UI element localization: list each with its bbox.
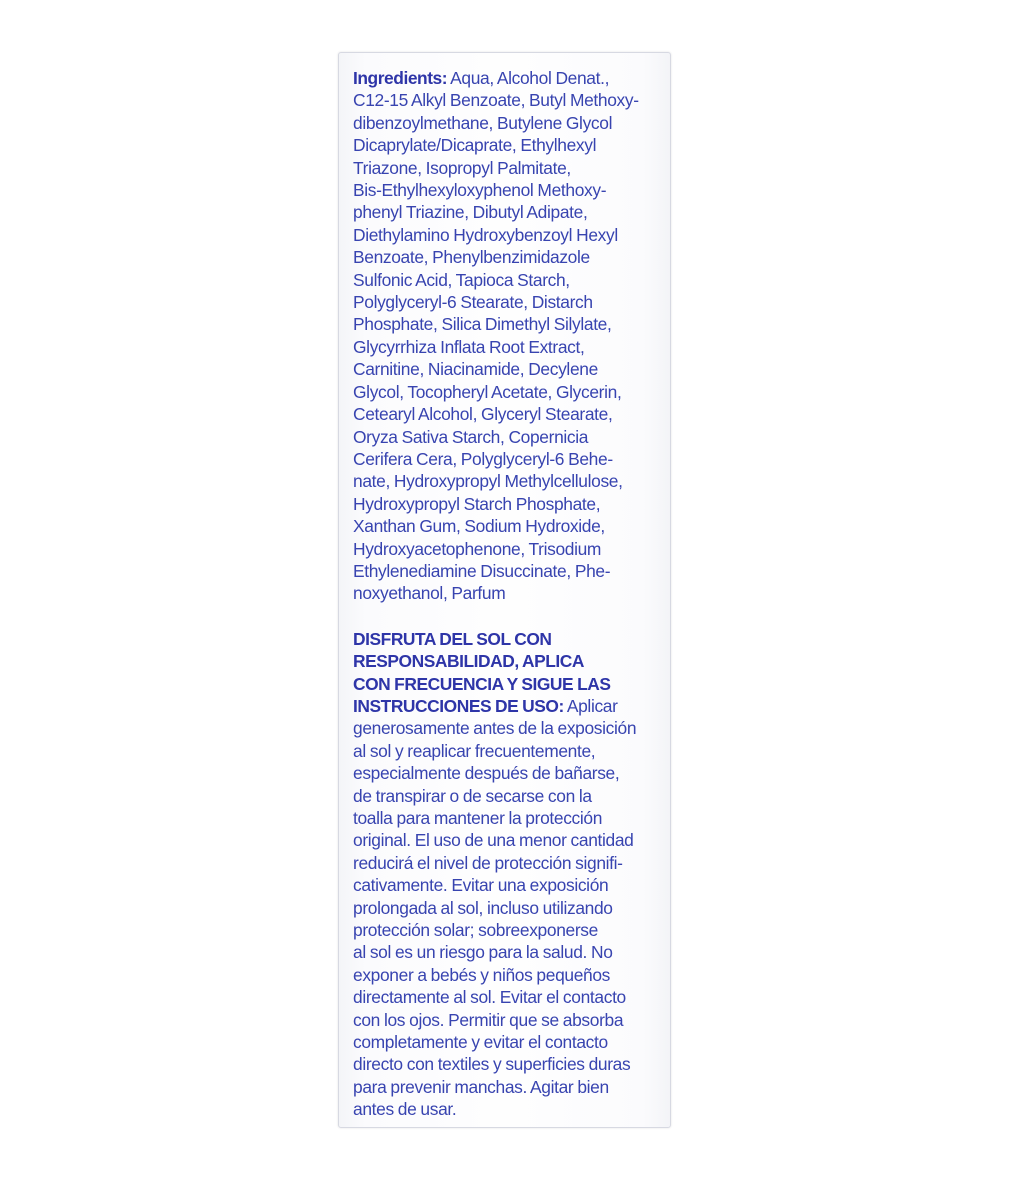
ingredients-line: Benzoate, Phenylbenzimidazole [353, 247, 590, 268]
ingredients-line: Sulfonic Acid, Tapioca Starch, [353, 269, 570, 290]
instructions-line: especialmente después de bañarse, [353, 763, 620, 784]
ingredients-line: Cerifera Cera, Polyglyceryl-6 Behe- [353, 448, 613, 469]
instructions-line [353, 695, 658, 717]
ingredients-line: Hydroxypropyl Starch Phosphate, [353, 493, 601, 514]
instructions-line: protección solar; sobreexponerse [353, 920, 598, 941]
ingredients-line: Polyglyceryl-6 Stearate, Distarch [353, 292, 593, 313]
ingredients-line: Cetearyl Alcohol, Glyceryl Stearate, [353, 404, 613, 425]
ingredients-line: nate, Hydroxypropyl Methylcellulose, [353, 471, 623, 492]
ingredients-line: Diethylamino Hydroxybenzoyl Hexyl [353, 224, 618, 245]
instructions-line: al sol es un riesgo para la salud. No [353, 942, 613, 963]
ingredients-line: dibenzoylmethane, Butylene Glycol [353, 112, 613, 133]
ingredients-line: Carnitine, Niacinamide, Decylene [353, 359, 598, 380]
ingredients-line: Phosphate, Silica Dimethyl Silylate, [353, 314, 612, 335]
instructions-line: prolongada al sol, incluso utilizando [353, 897, 613, 918]
ingredients-line: Dicaprylate/Dicaprate, Ethylhexyl [353, 135, 597, 156]
instructions-line: directamente al sol. Evitar el contacto [353, 987, 626, 1008]
ingredients-line: Xanthan Gum, Sodium Hydroxide, [353, 516, 605, 537]
instructions-line: con los ojos. Permitir que se absorba [353, 1009, 624, 1030]
instructions-line: al sol y reaplicar frecuentemente, [353, 740, 596, 761]
instructions-line: directo con textiles y superficies duras [353, 1054, 631, 1075]
label-text-block [353, 67, 658, 1121]
instructions-line: cativamente. Evitar una exposición [353, 875, 609, 896]
ingredients-line: Hydroxyacetophenone, Trisodium [353, 538, 602, 559]
ingredients-line: Triazone, Isopropyl Palmitate, [353, 157, 571, 178]
ingredients-line: Glycyrrhiza Inflata Root Extract, [353, 336, 585, 357]
ingredients-line: C12-15 Alkyl Benzoate, Butyl Methoxy- [353, 90, 639, 111]
instructions-heading-line: DISFRUTA DEL SOL CON [353, 628, 552, 649]
instructions-line: exponer a bebés y niños pequeños [353, 964, 611, 985]
ingredients-line: phenyl Triazine, Dibutyl Adipate, [353, 202, 588, 223]
instructions-line: original. El uso de una menor cantidad [353, 830, 634, 851]
ingredients-label: Ingredients: [353, 68, 448, 88]
instructions-line: para prevenir manchas. Agitar bien [353, 1076, 609, 1097]
instructions-heading-line: RESPONSABILIDAD, APLICA [353, 651, 585, 672]
instructions-line: completamente y evitar el contacto [353, 1032, 608, 1053]
instructions-inline-text: Aplicar [566, 695, 618, 716]
ingredients-section [353, 67, 658, 605]
instructions-heading-line: INSTRUCCIONES DE USO: [353, 695, 564, 716]
ingredients-line: Bis-Ethylhexyloxyphenol Methoxy- [353, 180, 607, 201]
instructions-line: antes de usar. [353, 1099, 457, 1120]
instructions-line: reducirá el nivel de protección signifi- [353, 852, 623, 873]
instructions-line: de transpirar o de secarse con la [353, 785, 592, 806]
ingredients-line: Ethylenediamine Disuccinate, Phe- [353, 560, 611, 581]
instructions-section [353, 628, 658, 1121]
ingredients-line: Oryza Sativa Starch, Copernicia [353, 426, 589, 447]
label-panel [338, 52, 671, 1128]
instructions-line: toalla para mantener la protección [353, 808, 603, 828]
instructions-line: generosamente antes de la exposición [353, 718, 637, 739]
ingredients-line [353, 67, 658, 89]
ingredients-text: Aqua, Alcohol Denat., [450, 68, 610, 88]
instructions-heading-line: CON FRECUENCIA Y SIGUE LAS [353, 673, 611, 694]
ingredients-line: noxyethanol, Parfum [353, 583, 506, 604]
ingredients-line: Glycol, Tocopheryl Acetate, Glycerin, [353, 381, 622, 402]
